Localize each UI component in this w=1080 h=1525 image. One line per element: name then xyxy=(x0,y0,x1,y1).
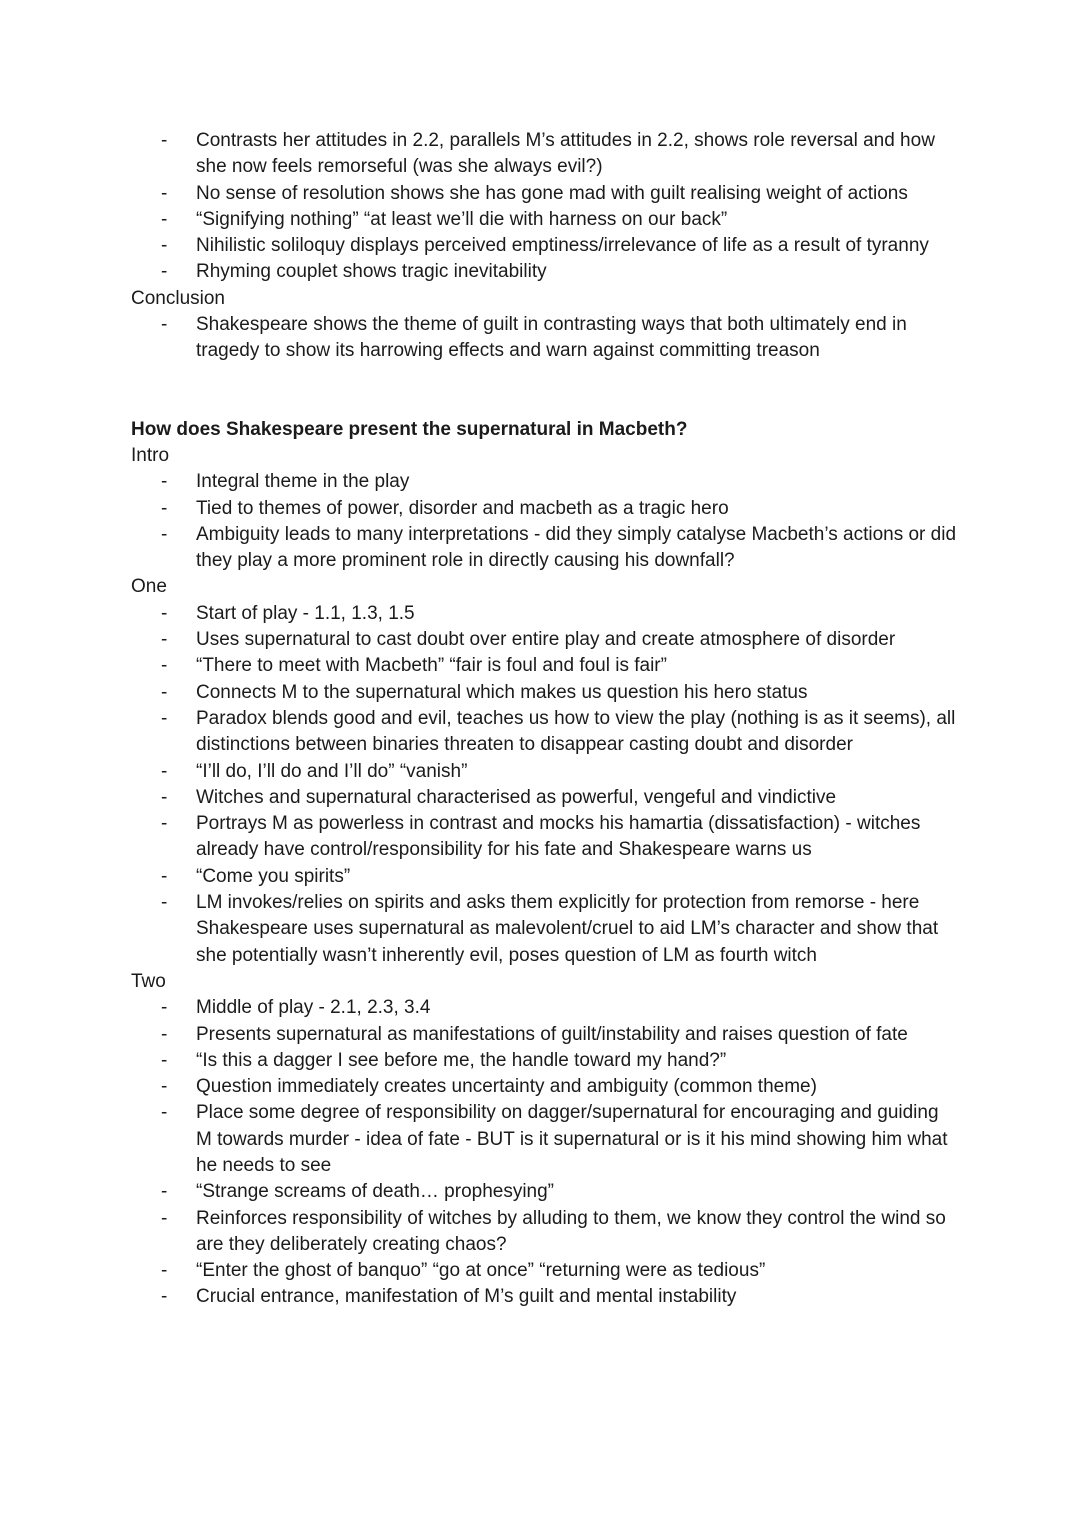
bullet-item xyxy=(161,1258,956,1284)
bullet-item xyxy=(161,522,957,575)
bullet-text: Presents supernatural as manifestations of guilt/instability and raises question of fate xyxy=(196,1023,908,1045)
bullet-item xyxy=(161,233,956,259)
bullet-text: “Strange screams of death… prophesying” xyxy=(196,1181,555,1203)
bullet-text: Question immediately creates uncertainty and ambiguity (common theme) xyxy=(196,1076,817,1098)
bullet-text: Tied to themes of power, disorder and macbeth as a tragic hero xyxy=(196,497,729,519)
bullet-dash: - xyxy=(161,261,168,283)
bullet-item xyxy=(161,627,956,653)
bullet-dash: - xyxy=(161,865,168,887)
section-spacer xyxy=(0,365,1080,417)
bullet-text: Witches and supernatural characterised as powerful, vengeful and vindictive xyxy=(196,786,837,808)
bullet-item xyxy=(161,890,956,969)
bullet-text: Portrays M as powerless in contrast and mocks his hamartia (dissatisfaction) - witches already have control/responsibility for his fate and Shakespeare warns us xyxy=(196,813,921,861)
bullet-dash: - xyxy=(161,707,168,729)
bullet-dash: - xyxy=(161,1049,168,1071)
bullet-item xyxy=(161,995,956,1021)
bullet-text: “Signifying nothing” “at least we’ll die with harness on our back” xyxy=(196,208,728,230)
bullet-item xyxy=(161,1074,956,1100)
bullet-item xyxy=(161,1179,956,1205)
bullet-text: Shakespeare shows the theme of guilt in contrasting ways that both ultimately end in tragedy to show its harrowing effects and warn against committing treason xyxy=(196,314,907,362)
bullet-text: Reinforces responsibility of witches by alluding to them, we know they control the wind so are they deliberately creating chaos? xyxy=(196,1207,946,1255)
bullet-dash: - xyxy=(161,497,168,519)
bullet-item xyxy=(161,785,956,811)
bullet-text: Crucial entrance, manifestation of M’s guilt and mental instability xyxy=(196,1286,737,1308)
conclusion-bullet-list xyxy=(0,312,1080,365)
bullet-dash: - xyxy=(161,182,168,204)
bullet-dash: - xyxy=(161,208,168,230)
document-body xyxy=(0,128,1080,1311)
bullet-item xyxy=(161,496,956,522)
bullet-text: “I’ll do, I’ll do and I’ll do” “vanish” xyxy=(196,760,468,782)
bullet-item xyxy=(161,601,956,627)
part1-bullet-list xyxy=(0,128,1080,286)
bullet-text: LM invokes/relies on spirits and asks them explicitly for protection from remorse - here Shakespeare uses supernatural as malevolent/cruel to aid LM’s character and show that she potentially wasn’t inherently evil, poses question of LM as fourth witch xyxy=(196,892,939,966)
bullet-item xyxy=(161,680,956,706)
bullet-dash: - xyxy=(161,1102,168,1124)
bullet-text: Nihilistic soliloquy displays perceived emptiness/irrelevance of life as a result of tyranny xyxy=(196,235,929,257)
one-label: One xyxy=(131,576,167,598)
bullet-text: Place some degree of responsibility on dagger/supernatural for encouraging and guiding M towards murder - idea of fate - BUT is it supernatural or is it his mind showing him what he needs to see xyxy=(196,1102,948,1176)
bullet-text: Uses supernatural to cast doubt over entire play and create atmosphere of disorder xyxy=(196,629,896,651)
bullet-dash: - xyxy=(161,760,168,782)
intro-label: Intro xyxy=(131,444,170,466)
one-bullet-list xyxy=(0,601,1080,969)
bullet-dash: - xyxy=(161,1286,168,1308)
bullet-item xyxy=(161,259,956,285)
bullet-text: Rhyming couplet shows tragic inevitability xyxy=(196,261,547,283)
bullet-dash: - xyxy=(161,523,168,545)
two-bullet-list xyxy=(0,995,1080,1311)
bullet-item xyxy=(161,312,956,365)
bullet-text: Middle of play - 2.1, 2.3, 3.4 xyxy=(196,997,431,1019)
bullet-dash: - xyxy=(161,1207,168,1229)
bullet-item xyxy=(161,128,956,181)
bullet-text: Contrasts her attitudes in 2.2, parallels M’s attitudes in 2.2, shows role reversal and how she now feels remorseful (was she always evil?) xyxy=(196,130,935,178)
bullet-item xyxy=(161,706,956,759)
bullet-item xyxy=(161,759,956,785)
bullet-item xyxy=(161,469,956,495)
bullet-item xyxy=(161,181,956,207)
conclusion-label: Conclusion xyxy=(131,287,225,309)
bullet-item xyxy=(161,1284,956,1310)
bullet-text: Start of play - 1.1, 1.3, 1.5 xyxy=(196,602,415,624)
bullet-text: No sense of resolution shows she has gone mad with guilt realising weight of actions xyxy=(196,182,908,204)
bullet-dash: - xyxy=(161,1076,168,1098)
bullet-text: “Come you spirits” xyxy=(196,865,351,887)
bullet-dash: - xyxy=(161,471,168,493)
bullet-item xyxy=(161,1022,956,1048)
bullet-item xyxy=(161,811,956,864)
bullet-item xyxy=(161,207,956,233)
bullet-dash: - xyxy=(161,314,168,336)
bullet-dash: - xyxy=(161,602,168,624)
bullet-dash: - xyxy=(161,130,168,151)
bullet-dash: - xyxy=(161,1260,168,1282)
bullet-dash: - xyxy=(161,1181,168,1203)
bullet-text: “Is this a dagger I see before me, the handle toward my hand?” xyxy=(196,1049,727,1071)
bullet-text: Paradox blends good and evil, teaches us how to view the play (nothing is as it seems), all distinctions between binaries threaten to disappear casting doubt and disorder xyxy=(196,707,956,756)
bullet-text: Ambiguity leads to many interpretations - did they simply catalyse Macbeth’s actions or did they play a more prominent role in directly causing his downfall? xyxy=(196,523,957,572)
essay-question-heading: How does Shakespeare present the supernatural in Macbeth? xyxy=(131,418,688,440)
bullet-text: Connects M to the supernatural which makes us question his hero status xyxy=(196,681,808,703)
bullet-dash: - xyxy=(161,892,168,914)
bullet-dash: - xyxy=(161,1023,168,1045)
two-label: Two xyxy=(131,970,166,992)
bullet-dash: - xyxy=(161,813,168,835)
bullet-text: “Enter the ghost of banquo” “go at once” “returning were as tedious” xyxy=(196,1260,766,1282)
bullet-item xyxy=(161,1206,956,1259)
bullet-text: Integral theme in the play xyxy=(196,471,410,493)
bullet-dash: - xyxy=(161,235,168,257)
bullet-item xyxy=(161,1048,956,1074)
bullet-dash: - xyxy=(161,655,168,677)
bullet-dash: - xyxy=(161,629,168,651)
bullet-item xyxy=(161,1100,956,1179)
bullet-dash: - xyxy=(161,997,168,1019)
bullet-item xyxy=(161,653,956,679)
bullet-dash: - xyxy=(161,786,168,808)
bullet-item xyxy=(161,864,956,890)
bullet-text: “There to meet with Macbeth” “fair is foul and foul is fair” xyxy=(196,655,667,677)
intro-bullet-list xyxy=(0,469,1080,574)
bullet-dash: - xyxy=(161,681,168,703)
